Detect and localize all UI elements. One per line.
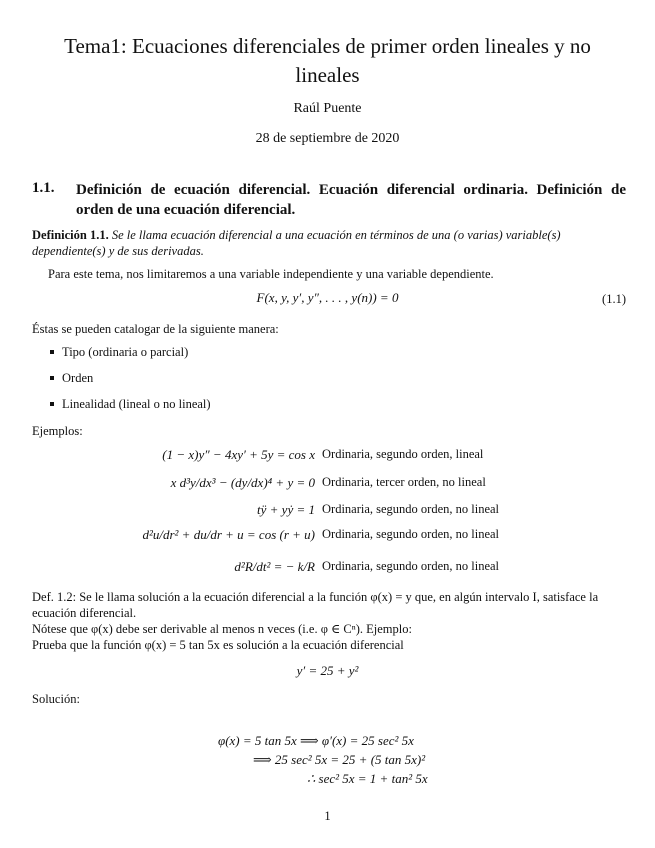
definition-1-1-text: Se le llama ecuación diferencial a una ecuación en términos de una (o varias) variable(s) dependiente(s) y de sus derivadas. (32, 228, 561, 258)
example-equation: d²R/dt² = − k/R (234, 559, 315, 574)
solution-line-text: ⟹ 25 sec² 5x = 25 + (5 tan 5x)² (253, 752, 426, 767)
example-description: Ordinaria, tercer orden, no lineal (322, 475, 486, 489)
solution-line-text: φ(x) = 5 tan 5x ⟹ φ′(x) = 25 sec² 5x (218, 733, 414, 748)
example-row (0, 559, 655, 589)
list-item: Orden (50, 369, 211, 395)
example-description: Ordinaria, segundo orden, no lineal (322, 559, 500, 573)
definition-1-1-label: Definición 1.1. (32, 228, 109, 242)
example-row (0, 447, 655, 477)
example-equation: (1 − x)y″ − 4xy′ + 5y = cos x (162, 447, 315, 462)
section-number: 1.1. (32, 180, 55, 196)
list-item: Linealidad (lineal o no lineal) (50, 395, 211, 421)
notese-paragraph: Nótese que φ(x) debe ser derivable al menos n veces (i.e. φ ∈ Cⁿ). Ejemplo: (32, 622, 412, 636)
equation-1-1-number: (1.1) (602, 292, 626, 306)
section-title: Definición de ecuación diferencial. Ecuación diferencial ordinaria. Definición de orden de una ecuación diferencial. (76, 182, 626, 218)
definition-1-1 (32, 227, 626, 259)
example-description: Ordinaria, segundo orden, no lineal (322, 502, 500, 516)
prueba-paragraph: Prueba que la función φ(x) = 5 tan 5x es solución a la ecuación diferencial (32, 638, 404, 652)
definition-1-2: Def. 1.2: Se le llama solución a la ecuación diferencial a la función φ(x) = y que, en algún intervalo I, satisface la ecuación diferencial. (32, 590, 599, 620)
list-item: Tipo (ordinaria o parcial) (50, 343, 211, 369)
example-row (0, 475, 655, 505)
differential-equation: y′ = 25 + y² (296, 663, 359, 678)
document-date: 28 de septiembre de 2020 (255, 131, 400, 146)
example-equation: x d³y/dx³ − (dy/dx)⁴ + y = 0 (170, 475, 315, 490)
example-row (0, 527, 655, 557)
example-equation: d²u/dr² + du/dr + u = cos (r + u) (142, 527, 315, 542)
classification-list (50, 343, 211, 421)
solution-label: Solución: (32, 692, 80, 706)
intro-paragraph: Para este tema, nos limitaremos a una variable independiente y una variable dependiente. (48, 267, 494, 281)
example-description: Ordinaria, segundo orden, lineal (322, 447, 484, 461)
document-title: Tema1: Ecuaciones diferenciales de primer orden lineales y no lineales (64, 34, 591, 87)
equation-1-1: F(x, y, y′, y″, . . . , y(n)) = 0 (256, 290, 399, 305)
examples-label: Ejemplos: (32, 424, 83, 438)
example-equation: tÿ + yẏ = 1 (257, 502, 315, 517)
solution-line-text: ∴ sec² 5x = 1 + tan² 5x (307, 771, 428, 786)
example-description: Ordinaria, segundo orden, no lineal (322, 527, 500, 541)
author-name: Raúl Puente (293, 101, 362, 116)
page-number: 1 (324, 809, 331, 823)
catalog-paragraph: Éstas se pueden catalogar de la siguiente manera: (32, 322, 279, 336)
